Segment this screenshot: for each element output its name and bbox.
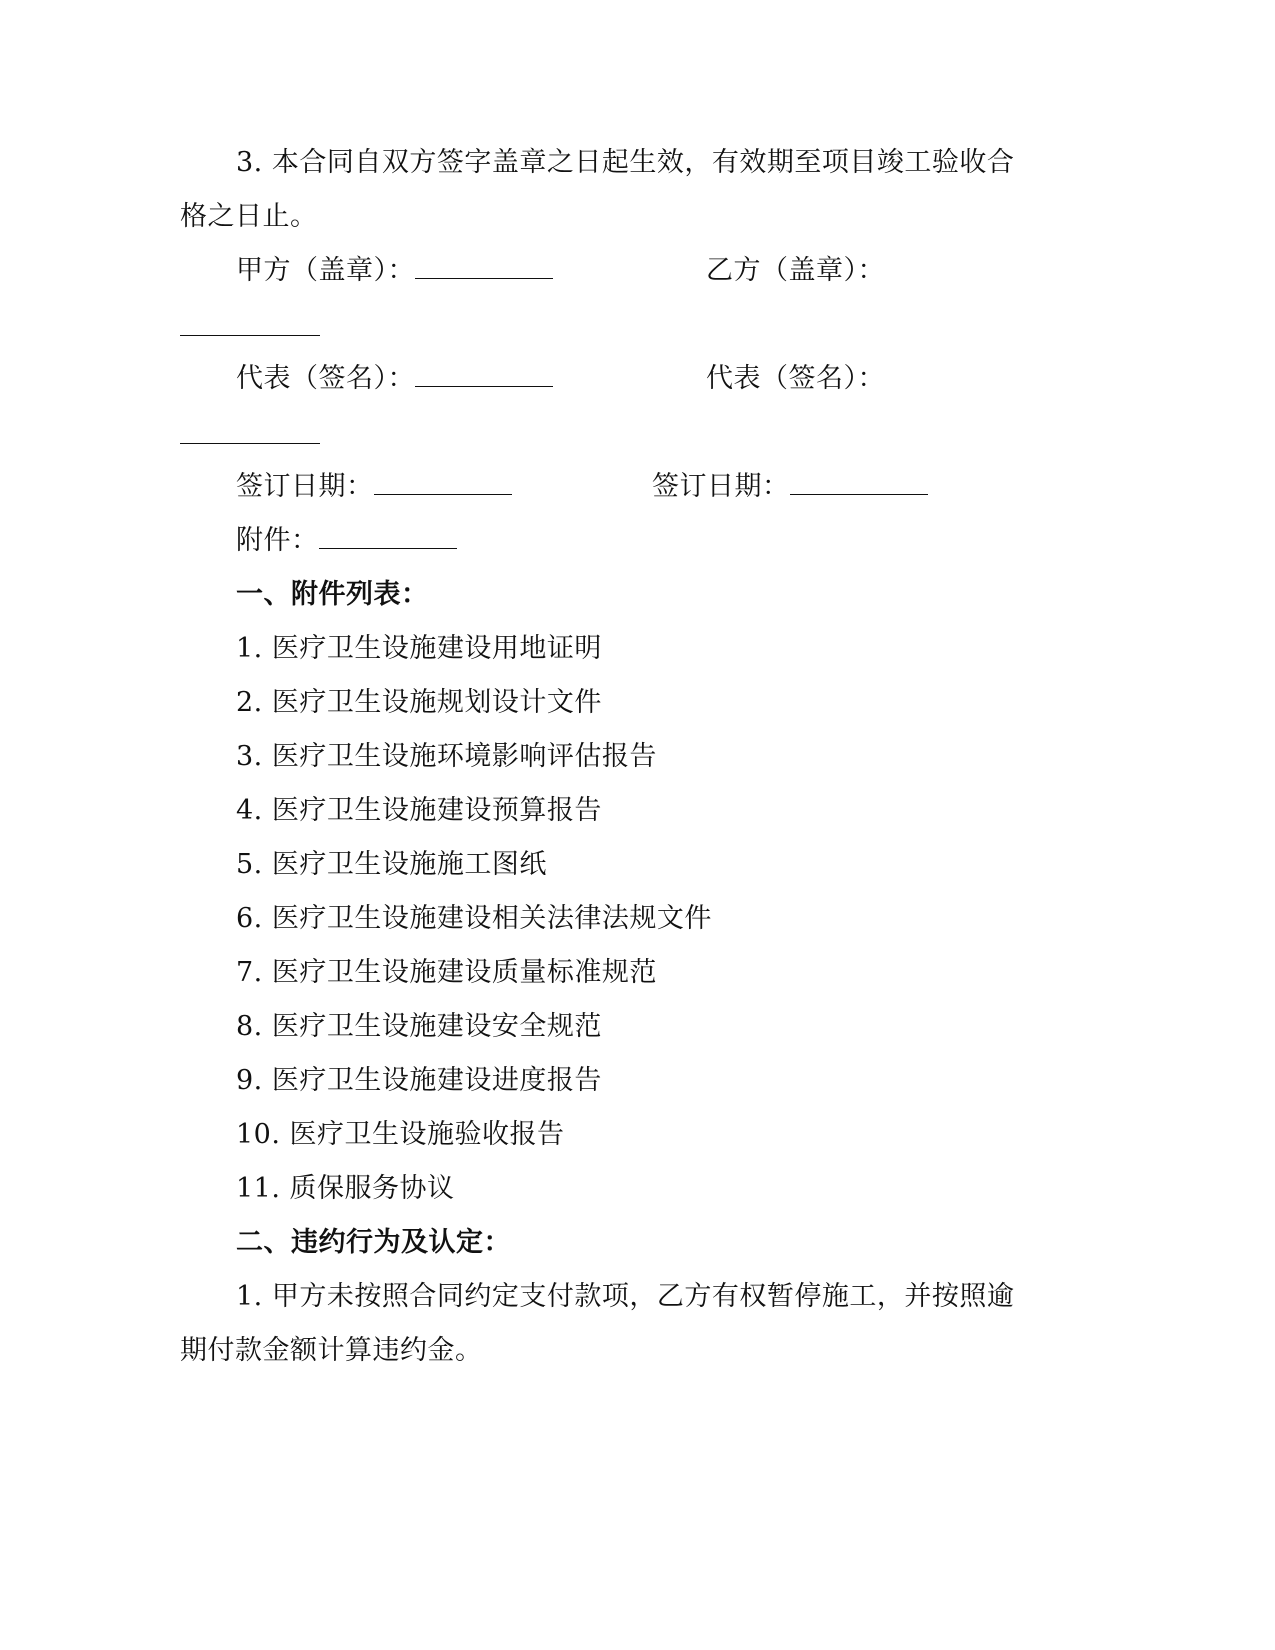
party-b-seal-label: 乙方（盖章）： — [706, 255, 885, 286]
party-a-rep-blank — [415, 366, 553, 387]
attachment-item: 11. 质保服务协议 — [236, 1173, 455, 1204]
attachment-item: 6. 医疗卫生设施建设相关法律法规文件 — [236, 903, 712, 934]
date-b-label: 签订日期： — [652, 471, 790, 502]
attachment-item: 10. 医疗卫生设施验收报告 — [236, 1119, 565, 1150]
attachment-item: 5. 医疗卫生设施施工图纸 — [236, 849, 547, 880]
attachment-item: 7. 医疗卫生设施建设质量标准规范 — [236, 957, 657, 988]
party-a-seal-row — [236, 254, 553, 288]
breach-heading: 二、违约行为及认定： — [236, 1227, 511, 1258]
attachment-label: 附件： — [236, 525, 319, 556]
breach-item1-line2: 期付款金额计算违约金。 — [180, 1335, 483, 1366]
attachment-item: 1. 医疗卫生设施建设用地证明 — [236, 633, 602, 664]
breach-item1-line1: 1. 甲方未按照合同约定支付款项，乙方有权暂停施工，并按照逾 — [236, 1281, 1015, 1312]
attachment-item: 3. 医疗卫生设施环境影响评估报告 — [236, 741, 657, 772]
attachment-row — [236, 524, 457, 558]
attachment-item: 4. 医疗卫生设施建设预算报告 — [236, 795, 602, 826]
party-b-rep-label: 代表（签名）： — [706, 363, 885, 394]
attachment-item: 2. 医疗卫生设施规划设计文件 — [236, 687, 602, 718]
attachment-item: 9. 医疗卫生设施建设进度报告 — [236, 1065, 602, 1096]
party-a-rep-label: 代表（签名）： — [236, 363, 415, 394]
date-b-blank — [790, 474, 928, 495]
date-b-row — [652, 470, 928, 504]
party-b-seal-blank — [180, 335, 320, 336]
attachment-blank — [319, 528, 457, 549]
date-a-blank — [374, 474, 512, 495]
clause3-line2: 格之日止。 — [180, 201, 318, 232]
party-a-seal-blank — [415, 258, 553, 279]
party-b-rep-blank — [180, 443, 320, 444]
clause3-line1: 3. 本合同自双方签字盖章之日起生效，有效期至项目竣工验收合 — [236, 147, 1015, 178]
attachment-item: 8. 医疗卫生设施建设安全规范 — [236, 1011, 602, 1042]
attachments-heading: 一、附件列表： — [236, 579, 429, 610]
date-a-row — [236, 470, 512, 504]
party-a-seal-label: 甲方（盖章）： — [236, 255, 415, 286]
date-a-label: 签订日期： — [236, 471, 374, 502]
party-a-rep-row — [236, 362, 553, 396]
